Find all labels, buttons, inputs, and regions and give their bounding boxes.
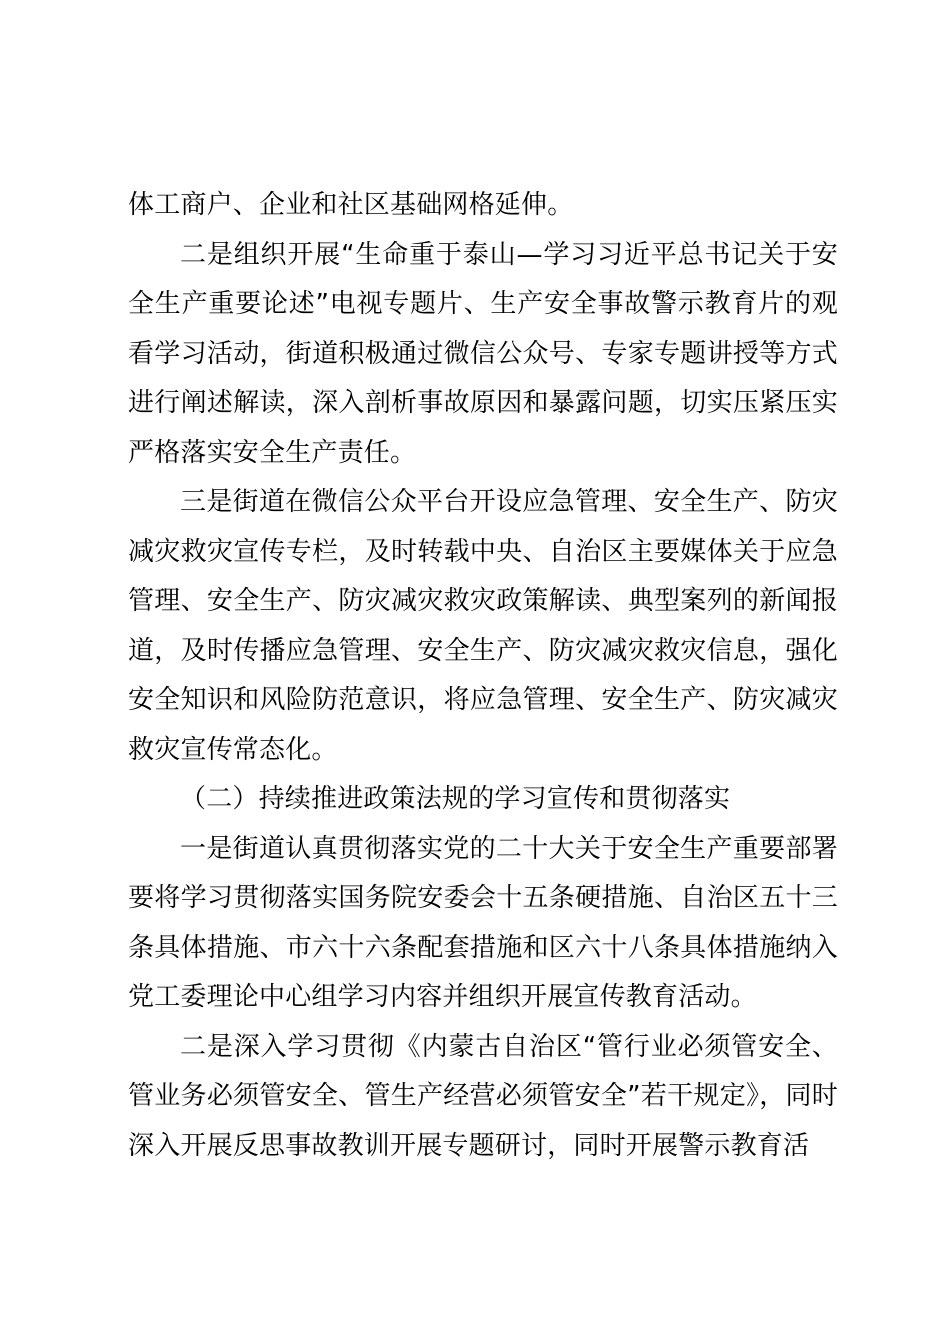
paragraph-point-two-regulations: 二是深入学习贯彻《内蒙古自治区“管行业必须管安全、管业务必须管安全、管生产经营必须管安全”若干规定》，同时深入开展反思事故教训开展专题研讨，同时开展警示教育活 bbox=[128, 1031, 838, 1161]
paragraph-point-one-implementation: 一是街道认真贯彻落实党的二十大关于安全生产重要部署要将学习贯彻落实国务院安委会十五条硬措施、自治区五十三条具体措施、市六十六条配套措施和区六十八条具体措施纳入党工委理论中心组学习内容并组织开展宣传教育活动。 bbox=[128, 833, 838, 1012]
paragraph-continuation: 体工商户、企业和社区基础网格延伸。 bbox=[128, 190, 574, 220]
section-heading-two: （二）持续推进政策法规的学习宣传和贯彻落实 bbox=[180, 784, 731, 814]
paragraph-point-two-watch-learning: 二是组织开展“生命重于泰山—学习习近平总书记关于安全生产重要论述”电视专题片、生产安全事故警示教育片的观看学习活动，街道积极通过微信公众号、专家专题讲授等方式进行阐述解读，深入剖析事故原因和暴露问题，切实压紧压实严格落实安全生产责任。 bbox=[128, 239, 838, 468]
paragraph-point-three-wechat-column: 三是街道在微信公众平台开设应急管理、安全生产、防灾减灾救灾宣传专栏，及时转载中央、自治区主要媒体关于应急管理、安全生产、防灾减灾救灾政策解读、典型案列的新闻报道，及时传播应急管理、安全生产、防灾减灾救灾信息，强化安全知识和风险防范意识，将应急管理、安全生产、防灾减灾救灾宣传常态化。 bbox=[128, 487, 838, 765]
document-body bbox=[128, 181, 838, 1171]
